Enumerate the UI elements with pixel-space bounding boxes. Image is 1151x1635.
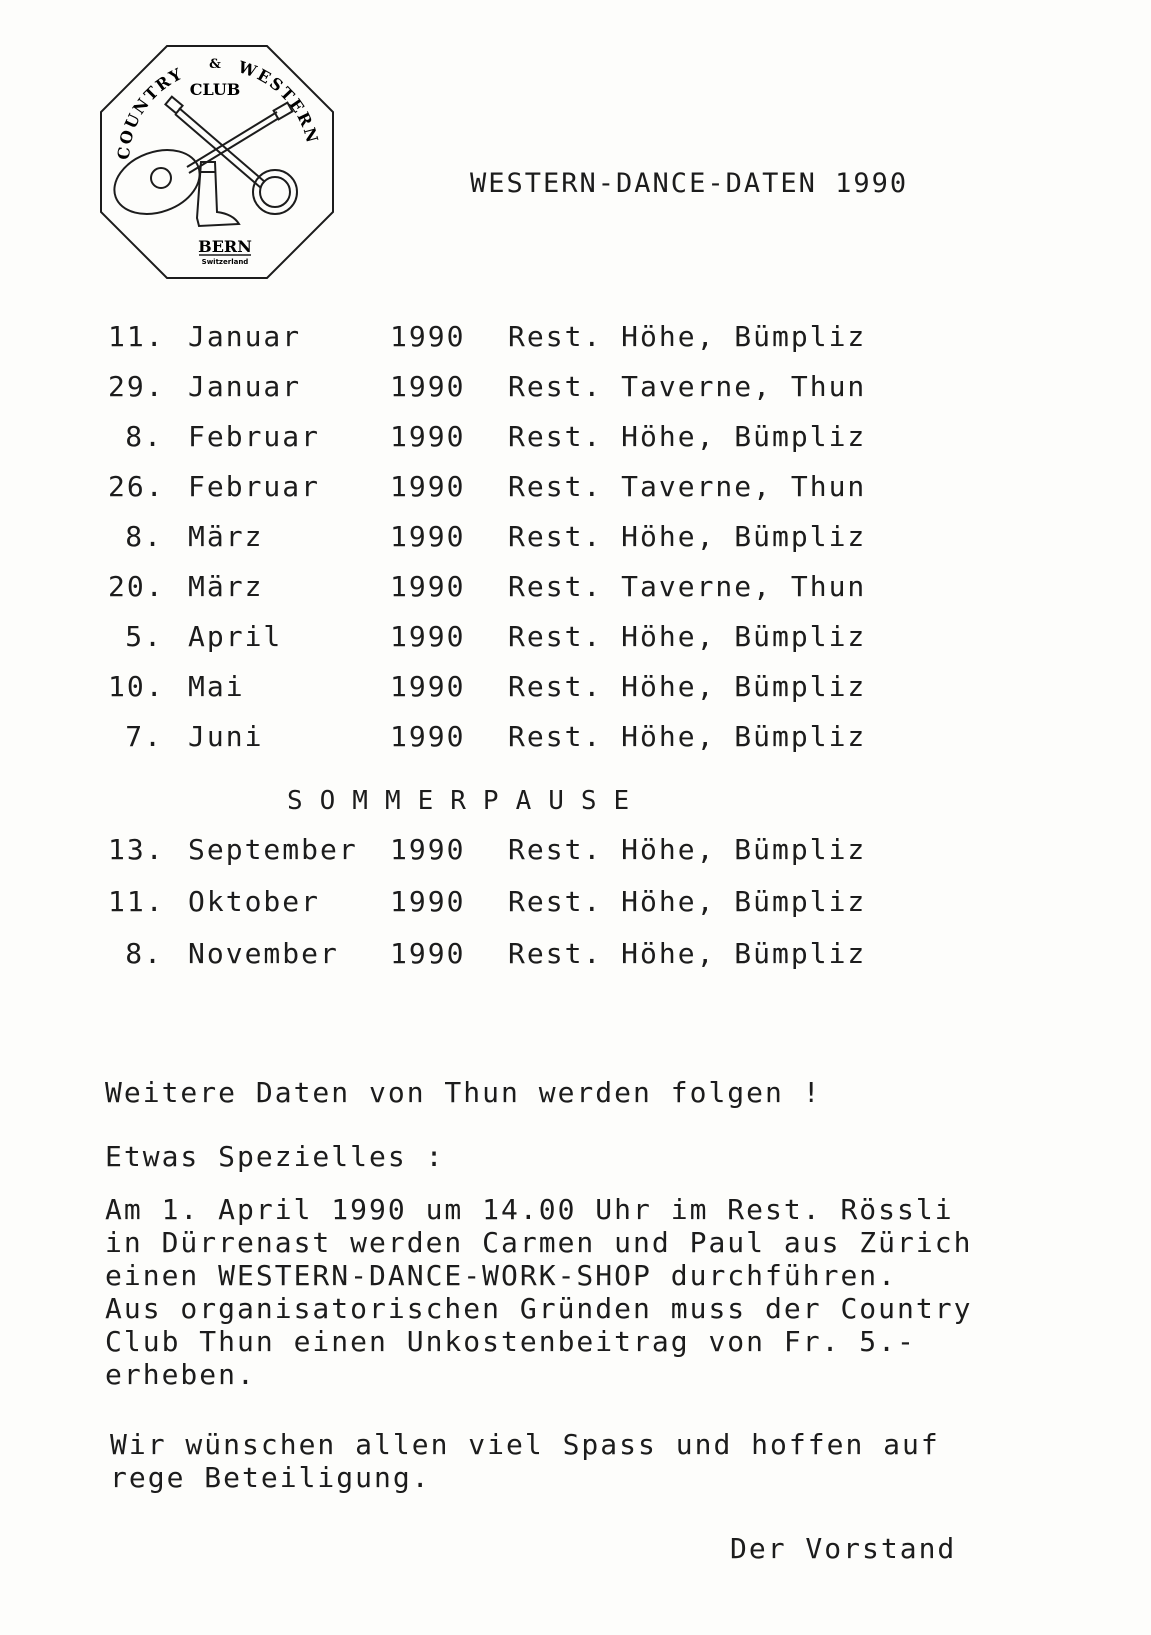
special-heading: Etwas Spezielles : — [105, 1140, 445, 1173]
date-month: Juni — [188, 720, 264, 753]
special-paragraph: Am 1. April 1990 um 14.00 Uhr im Rest. Rössli in Dürrenast werden Carmen und Paul aus Zürich einen WESTERN-DANCE-WORK-SHOP durchführen. Aus organisatorischen Gründen muss der Country Club Thun einen Unkostenbeitrag von Fr. 5.- erheben. — [105, 1193, 973, 1391]
club-logo — [97, 42, 337, 282]
date-day: 26. — [108, 470, 165, 503]
date-venue: Rest. Höhe, Bümpliz — [508, 320, 867, 353]
date-day: 11. — [108, 885, 165, 918]
date-venue: Rest. Höhe, Bümpliz — [508, 720, 867, 753]
logo-text-switzerland: Switzerland — [201, 258, 249, 266]
date-year: 1990 — [390, 470, 466, 503]
date-year: 1990 — [390, 937, 466, 970]
date-day: 8. — [125, 420, 163, 453]
closing-paragraph: Wir wünschen allen viel Spass und hoffen auf rege Beteiligung. — [110, 1428, 940, 1494]
date-day: 10. — [108, 670, 165, 703]
date-day: 29. — [108, 370, 165, 403]
date-day: 7. — [125, 720, 163, 753]
date-venue: Rest. Höhe, Bümpliz — [508, 520, 867, 553]
date-venue: Rest. Höhe, Bümpliz — [508, 670, 867, 703]
date-day: 5. — [125, 620, 163, 653]
logo-text-country: COUNTRY — [113, 63, 187, 161]
date-month: Mai — [188, 670, 245, 703]
date-month: November — [188, 937, 339, 970]
date-month: April — [188, 620, 283, 653]
date-month: Februar — [188, 420, 321, 453]
date-day: 8. — [125, 520, 163, 553]
date-month: September — [188, 833, 358, 866]
date-venue: Rest. Taverne, Thun — [508, 570, 867, 603]
date-year: 1990 — [390, 320, 466, 353]
date-month: Januar — [188, 370, 302, 403]
date-month: Januar — [188, 320, 302, 353]
date-venue: Rest. Taverne, Thun — [508, 370, 867, 403]
date-year: 1990 — [390, 420, 466, 453]
date-day: 11. — [108, 320, 165, 353]
date-venue: Rest. Höhe, Bümpliz — [508, 937, 867, 970]
date-month: Oktober — [188, 885, 321, 918]
logo-text-bern: BERN — [198, 237, 252, 256]
date-venue: Rest. Höhe, Bümpliz — [508, 420, 867, 453]
date-month: März — [188, 570, 264, 603]
date-year: 1990 — [390, 885, 466, 918]
date-day: 8. — [125, 937, 163, 970]
date-venue: Rest. Höhe, Bümpliz — [508, 833, 867, 866]
summer-break-heading: SOMMERPAUSE — [287, 786, 647, 816]
date-day: 13. — [108, 833, 165, 866]
document-title: WESTERN-DANCE-DATEN 1990 — [470, 168, 909, 199]
date-year: 1990 — [390, 520, 466, 553]
banjo-icon — [165, 97, 297, 214]
date-year: 1990 — [390, 720, 466, 753]
date-year: 1990 — [390, 833, 466, 866]
date-venue: Rest. Taverne, Thun — [508, 470, 867, 503]
signature: Der Vorstand — [730, 1532, 957, 1565]
cowboy-boot-icon — [197, 162, 239, 226]
logo-text-ampersand: & — [209, 57, 221, 72]
date-venue: Rest. Höhe, Bümpliz — [508, 885, 867, 918]
more-dates-note: Weitere Daten von Thun werden folgen ! — [105, 1076, 822, 1109]
date-month: Februar — [188, 470, 321, 503]
logo-text-western: WESTERN — [235, 57, 323, 147]
date-venue: Rest. Höhe, Bümpliz — [508, 620, 867, 653]
date-day: 20. — [108, 570, 165, 603]
date-year: 1990 — [390, 620, 466, 653]
date-month: März — [188, 520, 264, 553]
date-year: 1990 — [390, 670, 466, 703]
logo-text-club: CLUB — [189, 80, 241, 99]
date-year: 1990 — [390, 370, 466, 403]
date-year: 1990 — [390, 570, 466, 603]
